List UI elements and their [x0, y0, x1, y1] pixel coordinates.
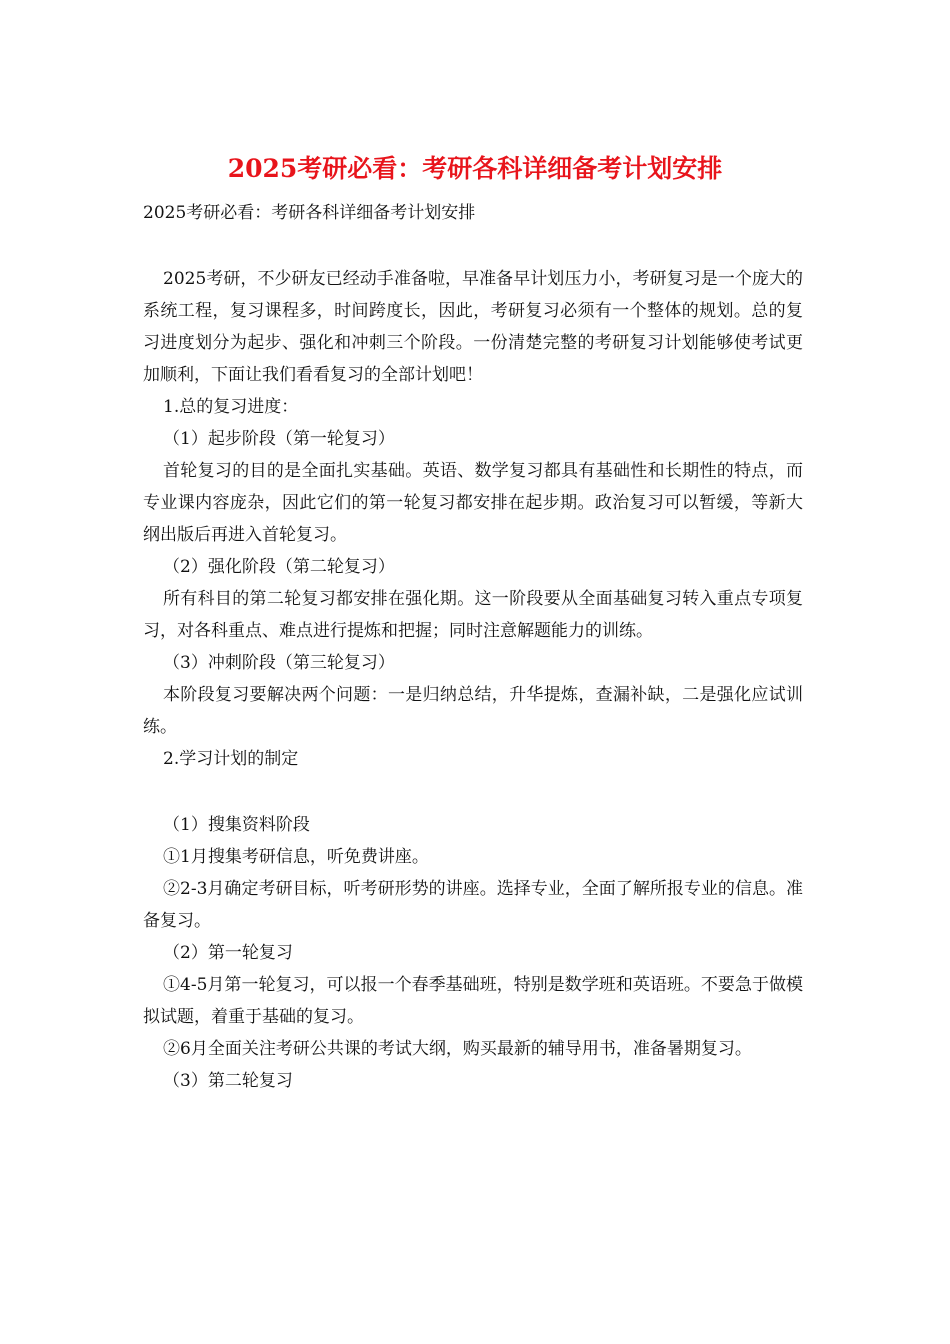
plan-3-heading: （3）第二轮复习 [163, 1071, 293, 1091]
plan-1-heading: （1）搜集资料阶段 [163, 815, 310, 835]
document-subtitle: 2025考研必看：考研各科详细备考计划安排 [143, 203, 476, 223]
plan-2-item-1: ①4-5月第一轮复习，可以报一个春季基础班，特别是数学班和英语班。不要急于做模拟试题，着重于基础的复习。 [143, 975, 803, 1027]
document-body [143, 197, 803, 1097]
intro-paragraph: 2025考研，不少研友已经动手准备啦，早准备早计划压力小，考研复习是一个庞大的系统工程，复习课程多，时间跨度长，因此，考研复习必须有一个整体的规划。总的复习进度划分为起步、强化和冲刺三个阶段。一份清楚完整的考研复习计划能够使考试更加顺利，下面让我们看看复习的全部计划吧！ [143, 269, 803, 385]
document-title: 2025考研必看：考研各科详细备考计划安排 [227, 154, 723, 183]
stage-1-heading: （1）起步阶段（第一轮复习） [163, 429, 395, 449]
stage-3-paragraph: 本阶段复习要解决两个问题：一是归纳总结，升华提炼，查漏补缺，二是强化应试训练。 [143, 685, 803, 737]
plan-2-heading: （2）第一轮复习 [163, 943, 293, 963]
section-1-heading: 1.总的复习进度： [163, 397, 299, 417]
plan-2-item-2: ②6月全面关注考研公共课的考试大纲，购买最新的辅导用书，准备暑期复习。 [163, 1039, 752, 1059]
stage-3-heading: （3）冲刺阶段（第三轮复习） [163, 653, 395, 673]
plan-1-item-1: ①1月搜集考研信息，听免费讲座。 [163, 847, 429, 867]
stage-2-heading: （2）强化阶段（第二轮复习） [163, 557, 395, 577]
plan-1-item-2: ②2-3月确定考研目标，听考研形势的讲座。选择专业，全面了解所报专业的信息。准备复习。 [143, 879, 803, 931]
stage-2-paragraph: 所有科目的第二轮复习都安排在强化期。这一阶段要从全面基础复习转入重点专项复习，对各科重点、难点进行提炼和把握；同时注意解题能力的训练。 [143, 589, 803, 641]
blank-line [143, 229, 803, 263]
blank-line [143, 775, 803, 809]
stage-1-paragraph: 首轮复习的目的是全面扎实基础。英语、数学复习都具有基础性和长期性的特点，而专业课内容庞杂，因此它们的第一轮复习都安排在起步期。政治复习可以暂缓，等新大纲出版后再进入首轮复习。 [143, 461, 803, 545]
section-2-heading: 2.学习计划的制定 [163, 749, 299, 769]
